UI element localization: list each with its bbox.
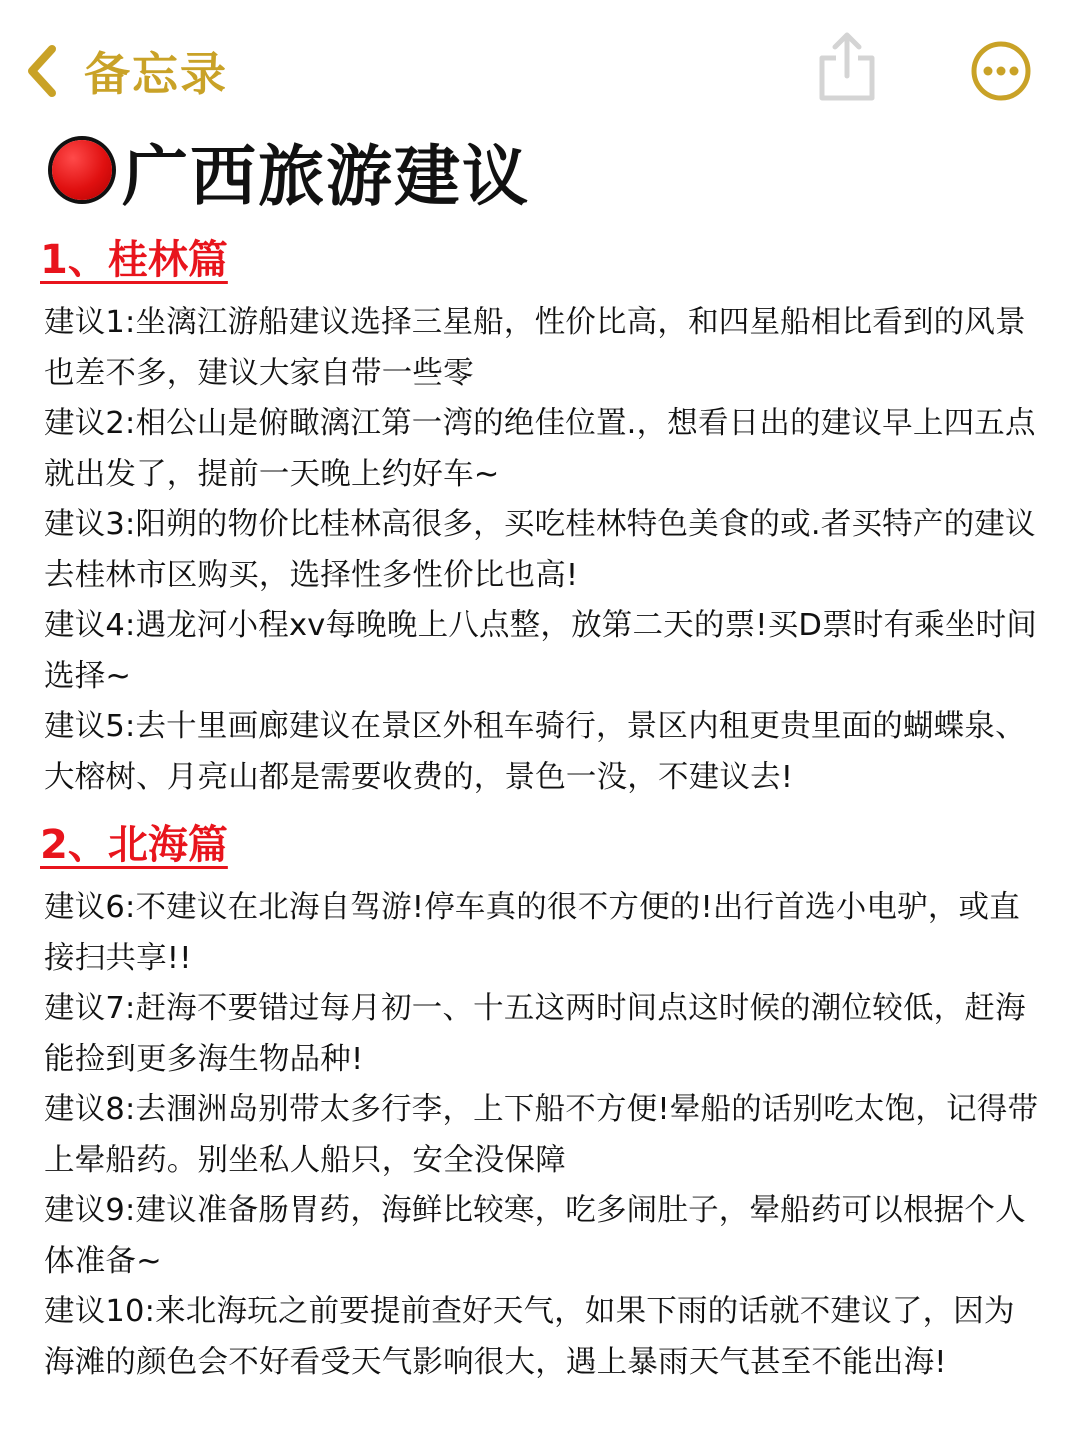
section-heading: 1、桂林篇: [40, 237, 228, 283]
tip-item: 建议2:相公山是俯瞰漓江第一湾的绝佳位置.，想看日出的建议早上四五点就出发了，提前一天晚上约好车~: [44, 406, 1036, 492]
tip-item: 建议1:坐漓江游船建议选择三星船，性价比高，和四星船相比看到的风景也差不多，建议大家自带一些零: [44, 305, 1026, 391]
chevron-left-icon: [22, 41, 62, 101]
section-divider: [44, 803, 1044, 817]
note-title: 广西旅游建议: [122, 136, 530, 215]
tip-item: 建议4:遇龙河小程xv每晚晚上八点整，放第二天的票!买D票时有乘坐时间选择~: [44, 608, 1037, 694]
more-icon[interactable]: [970, 40, 1032, 102]
back-button[interactable]: [22, 36, 228, 106]
section-heading: 2、北海篇: [40, 822, 228, 868]
note-body[interactable]: [40, 232, 1044, 1388]
tip-item: 建议9:建议准备肠胃药，海鲜比较寒，吃多闹肚子，晕船药可以根据个人体准备~: [44, 1193, 1026, 1279]
tip-item: 建议6:不建议在北海自驾游!停车真的很不方便的!出行首选小电驴，或直接扫共享!!: [44, 890, 1020, 976]
tip-item: 建议8:去涠洲岛别带太多行李，上下船不方便!晕船的话别吃太饱，记得带上晕船药。别坐私人船只，安全没保障: [44, 1092, 1039, 1178]
note-title-row: [48, 128, 530, 215]
back-label: 备忘录: [84, 47, 228, 101]
navigation-bar: [0, 0, 1080, 130]
tip-item: 建议3:阳朔的物价比桂林高很多，买吃桂林特色美食的或.者买特产的建议去桂林市区购买，选择性多性价比也高!: [44, 507, 1036, 593]
tip-item: 建议7:赶海不要错过每月初一、十五这两时间点这时候的潮位较低，赶海能捡到更多海生物品种!: [44, 991, 1026, 1077]
red-circle-icon: [52, 140, 112, 200]
section-beihai: [40, 817, 1044, 1388]
tip-item: 建议10:来北海玩之前要提前查好天气，如果下雨的话就不建议了，因为海滩的颜色会不好看受天气影响很大，遇上暴雨天气甚至不能出海!: [44, 1294, 1015, 1380]
share-icon[interactable]: [812, 30, 882, 106]
tip-item: 建议5:去十里画廊建议在景区外租车骑行，景区内租更贵里面的蝴蝶泉、大榕树、月亮山都是需要收费的，景色一没，不建议去!: [44, 709, 1026, 795]
section-guilin: [40, 232, 1044, 803]
